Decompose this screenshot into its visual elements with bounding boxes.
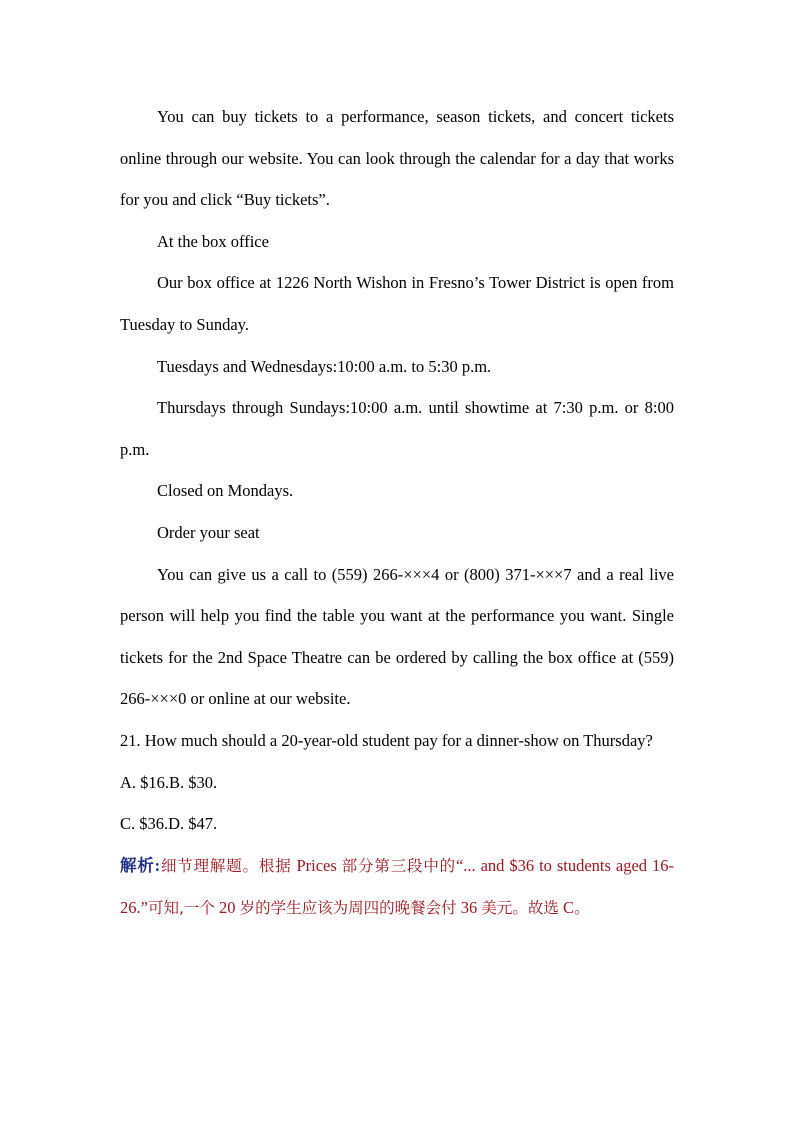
analysis-text-8: 36 [456, 898, 482, 918]
option-b: B. $30. [169, 772, 218, 792]
analysis-text-2: Prices [291, 855, 342, 875]
option-c: C. $36. [120, 814, 169, 834]
analysis-text-11: 。 [574, 899, 590, 918]
analysis-label: 解析: [120, 855, 161, 875]
analysis-text-6: 20 [214, 898, 240, 918]
document-page [120, 96, 674, 930]
analysis-text-10: C [558, 898, 575, 918]
heading-box-office: At the box office [157, 231, 269, 251]
paragraph-closed-mondays: Closed on Mondays. [157, 481, 294, 501]
paragraph-order-by-phone: You can give us a call to (559) 266-×××4 or (800) 371-×××7 and a real live person will help you find the table you want at the performance you want. Single tickets for the 2nd Space Theatre can be ordered by calling the box office at (559) 266-×××0 or online at our website. [120, 564, 674, 709]
heading-order-seat: Order your seat [157, 522, 260, 542]
analysis-text-1: 细节理解题。根据 [160, 856, 292, 875]
analysis-text-3: 部分第三段中的 [341, 856, 456, 875]
analysis-text-7: 岁的学生应该为周四的晚餐会付 [239, 899, 457, 918]
analysis-text-5: 可知,一个 [147, 899, 215, 918]
question-21: 21. How much should a 20-year-old student pay for a dinner-show on Thursday? [120, 730, 653, 750]
analysis-text-9: 美元。故选 [481, 899, 559, 918]
paragraph-hours-thu-sun: Thursdays through Sundays:10:00 a.m. until showtime at 7:30 p.m. or 8:00 p.m. [120, 398, 674, 459]
paragraph-hours-tue-wed: Tuesdays and Wednesdays:10:00 a.m. to 5:30 p.m. [157, 356, 492, 376]
analysis-quote: “... and $36 to students aged 16-26.” [120, 855, 674, 918]
options-row-ab [120, 762, 674, 804]
options-row-cd [120, 803, 674, 845]
option-d: D. $47. [168, 814, 218, 834]
paragraph-online-tickets: You can buy tickets to a performance, season tickets, and concert tickets online through our website. You can look through the calendar for a day that works for you and click “Buy tickets”. [120, 107, 674, 210]
paragraph-box-office-location: Our box office at 1226 North Wishon in Fresno’s Tower District is open from Tuesday to Sunday. [120, 273, 674, 334]
option-a: A. $16. [120, 772, 170, 792]
answer-analysis [120, 845, 674, 930]
